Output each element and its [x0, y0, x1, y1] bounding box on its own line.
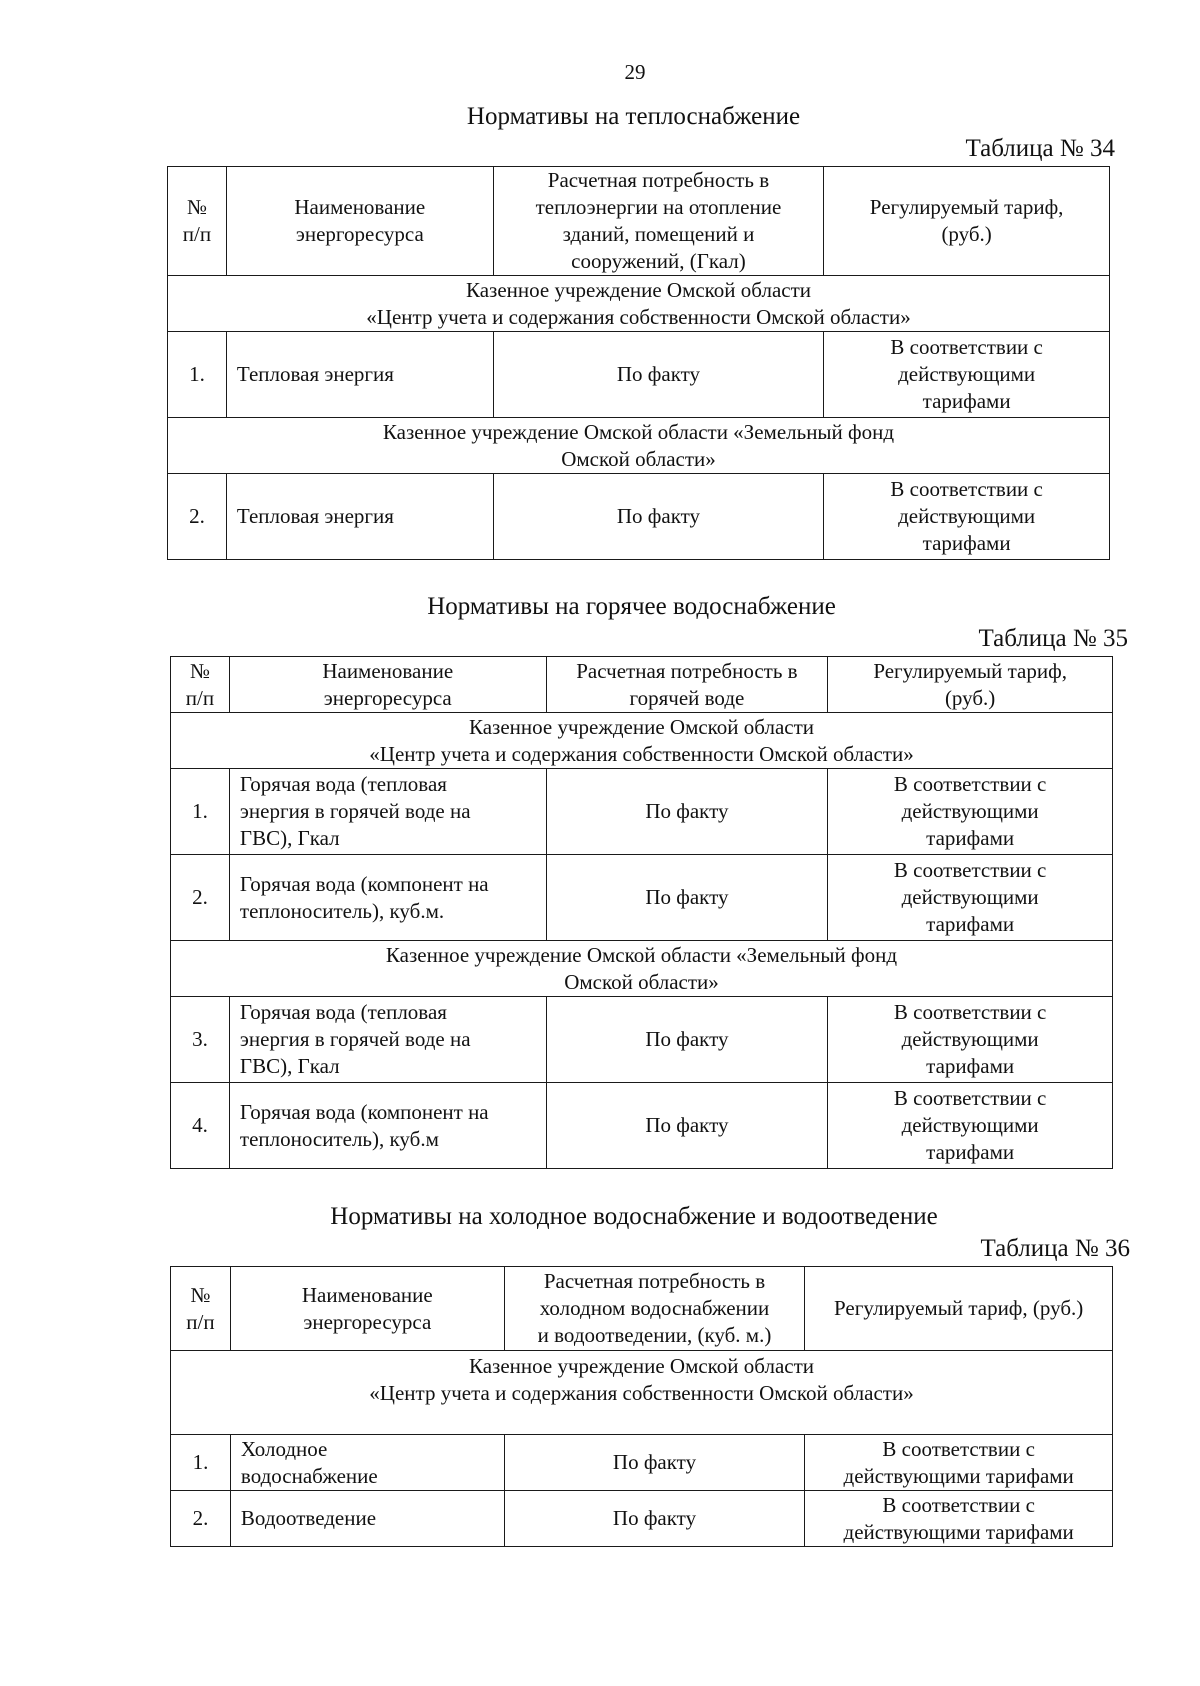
table-row [171, 997, 1113, 1083]
row-tariff [824, 474, 1110, 560]
header-text: горячей воде [629, 685, 745, 710]
row-tariff-text: тарифами [922, 389, 1011, 413]
row-name [229, 769, 546, 855]
row-tariff-text: В соответствии с [893, 1000, 1047, 1024]
row-num: 2. [168, 474, 227, 560]
norm-table-35 [170, 656, 1113, 1169]
header-name [230, 1267, 504, 1351]
row-tariff-text: В соответствии с [893, 858, 1047, 882]
row-num: 4. [171, 1083, 230, 1169]
table-label: Таблица № 36 [980, 1235, 1130, 1262]
header-text: холодном водоснабжении [539, 1296, 770, 1320]
table-row [171, 1435, 1113, 1491]
row-name-text: водоснабжение [240, 1463, 378, 1488]
table-header-row [168, 167, 1110, 276]
header-text: Регулируемый тариф, [873, 658, 1067, 683]
row-num: 3. [171, 997, 230, 1083]
section-cold-water [170, 1202, 1130, 1552]
row-name [229, 1083, 546, 1169]
row-num: 1. [171, 1435, 231, 1491]
row-name-text: Горячая вода (тепловая [239, 772, 447, 796]
norm-table-36 [170, 1266, 1113, 1547]
row-name [226, 332, 493, 418]
org-row [171, 713, 1113, 769]
table-row [168, 332, 1110, 418]
org-text: Казенное учреждение Омской области «Земельный фонд [385, 942, 898, 967]
org-row [171, 941, 1113, 997]
header-tariff [805, 1267, 1113, 1351]
row-name-text: Тепловая энергия [236, 504, 394, 528]
row-tariff-text: действующими тарифами [843, 1463, 1074, 1488]
header-text: Расчетная потребность в [543, 1269, 766, 1293]
header-tariff [824, 167, 1110, 276]
row-name-text: Горячая вода (компонент на [239, 1099, 489, 1124]
org-cell [171, 941, 1113, 997]
row-name-text: Холодное [240, 1436, 328, 1461]
header-text: теплоэнергии на отопление [535, 195, 782, 219]
row-tariff [805, 1435, 1113, 1491]
row-need: По факту [546, 769, 828, 855]
row-tariff-text: действующими [901, 799, 1039, 823]
row-name-text: Водоотведение [240, 1506, 377, 1530]
header-text: Регулируемый тариф, [869, 195, 1064, 219]
org-row [171, 1351, 1113, 1435]
org-cell [171, 713, 1113, 769]
row-name-text: энергия в горячей воде на [239, 799, 471, 823]
header-num [171, 1267, 231, 1351]
section-hot-water [170, 592, 1128, 1172]
row-num: 1. [171, 769, 230, 855]
section-title: Нормативы на холодное водоснабжение и водоотведение [330, 1203, 938, 1230]
header-text: Регулируемый тариф, (руб.) [834, 1296, 1084, 1320]
row-need: По факту [546, 855, 828, 941]
row-tariff-text: действующими [901, 1027, 1039, 1051]
row-need: По факту [546, 1083, 828, 1169]
row-num: 2. [171, 1491, 231, 1547]
header-need [504, 1267, 805, 1351]
org-text: Казенное учреждение Омской области [468, 714, 814, 739]
header-text: сооружений, (Гкал) [571, 249, 746, 273]
header-need [493, 167, 824, 276]
row-tariff-text: В соответствии с [893, 772, 1047, 796]
header-text: энергоресурса [303, 1309, 432, 1334]
header-text: энергоресурса [295, 222, 424, 246]
header-text: № [189, 658, 210, 683]
row-tariff-text: тарифами [926, 1140, 1015, 1164]
row-name [230, 1491, 504, 1547]
row-name-text: теплоноситель), куб.м. [239, 898, 445, 923]
header-num [171, 657, 230, 713]
row-tariff-text: В соответствии с [882, 1436, 1035, 1461]
header-tariff [828, 657, 1113, 713]
org-text: «Центр учета и содержания собственности Омской области» [369, 741, 914, 766]
org-text: Омской области» [564, 969, 719, 994]
header-text: (руб.) [941, 222, 992, 246]
org-row [168, 418, 1110, 474]
header-text: (руб.) [944, 685, 996, 710]
row-tariff [828, 1083, 1113, 1169]
row-tariff [828, 769, 1113, 855]
row-name-text: теплоноситель), куб.м [239, 1126, 439, 1151]
row-tariff-text: действующими [901, 1113, 1039, 1137]
header-name [226, 167, 493, 276]
header-text: Наименование [294, 195, 426, 219]
table-row [171, 855, 1113, 941]
org-text: «Центр учета и содержания собственности Омской области» [369, 1381, 914, 1405]
header-text: № [190, 1282, 211, 1307]
org-cell [171, 1351, 1113, 1435]
table-row [171, 769, 1113, 855]
header-name [229, 657, 546, 713]
row-tariff-text: В соответствии с [890, 335, 1043, 359]
header-text: и водоотведении, (куб. м.) [537, 1323, 772, 1347]
header-text: Наименование [301, 1282, 433, 1307]
row-tariff-text: тарифами [926, 912, 1015, 936]
row-name [229, 855, 546, 941]
page-number: 29 [624, 60, 646, 84]
org-text: Омской области» [561, 446, 716, 471]
row-tariff-text: тарифами [926, 1054, 1015, 1078]
row-name-text: Горячая вода (компонент на [239, 871, 489, 896]
row-need: По факту [493, 474, 824, 560]
header-text: Расчетная потребность в [547, 168, 770, 192]
header-text: п/п [185, 685, 215, 710]
row-need: По факту [504, 1435, 805, 1491]
row-tariff-text: действующими тарифами [843, 1519, 1074, 1544]
section-heat-supply [167, 100, 1115, 565]
row-need: По факту [493, 332, 824, 418]
row-name [226, 474, 493, 560]
header-text: п/п [186, 1309, 215, 1334]
table-label: Таблица № 34 [965, 135, 1115, 162]
row-num: 1. [168, 332, 227, 418]
org-text: Казенное учреждение Омской области [468, 1354, 814, 1378]
row-name-text: ГВС), Гкал [239, 1054, 340, 1078]
table-row [168, 474, 1110, 560]
header-text: энергоресурса [323, 685, 452, 710]
table-header-row [171, 1267, 1113, 1351]
row-name-text: Тепловая энергия [236, 362, 394, 386]
org-text: Казенное учреждение Омской области «Земельный фонд [382, 419, 895, 444]
row-need: По факту [546, 997, 828, 1083]
header-text: Расчетная потребность в [576, 658, 798, 683]
org-text: «Центр учета и содержания собственности Омской области» [366, 304, 911, 329]
row-tariff-text: действующими [898, 362, 1036, 386]
row-tariff [805, 1491, 1113, 1547]
org-cell [168, 276, 1110, 332]
row-tariff-text: тарифами [922, 531, 1011, 555]
row-tariff [828, 997, 1113, 1083]
row-name-text: Горячая вода (тепловая [239, 1000, 447, 1024]
row-name [229, 997, 546, 1083]
org-cell [168, 418, 1110, 474]
table-header-row [171, 657, 1113, 713]
row-name-text: энергия в горячей воде на [239, 1027, 471, 1051]
header-text: п/п [182, 222, 212, 246]
row-name-text: ГВС), Гкал [239, 826, 340, 850]
org-text: Казенное учреждение Омской области [465, 277, 811, 302]
norm-table-34 [167, 166, 1110, 560]
header-num [168, 167, 227, 276]
table-row [171, 1083, 1113, 1169]
section-title: Нормативы на горячее водоснабжение [427, 593, 836, 620]
header-text: Наименование [322, 658, 454, 683]
row-tariff-text: действующими [901, 885, 1039, 909]
row-tariff-text: В соответствии с [890, 477, 1043, 501]
table-row [171, 1491, 1113, 1547]
row-tariff [824, 332, 1110, 418]
row-name [230, 1435, 504, 1491]
row-tariff-text: В соответствии с [893, 1086, 1047, 1110]
row-num: 2. [171, 855, 230, 941]
row-tariff [828, 855, 1113, 941]
row-tariff-text: В соответствии с [882, 1492, 1035, 1517]
section-title: Нормативы на теплоснабжение [466, 103, 801, 130]
header-need [546, 657, 828, 713]
org-row [168, 276, 1110, 332]
header-text: зданий, помещений и [562, 222, 755, 246]
row-need: По факту [504, 1491, 805, 1547]
row-tariff-text: тарифами [926, 826, 1015, 850]
header-text: № [186, 195, 207, 219]
table-label: Таблица № 35 [978, 625, 1128, 652]
row-tariff-text: действующими [898, 504, 1036, 528]
